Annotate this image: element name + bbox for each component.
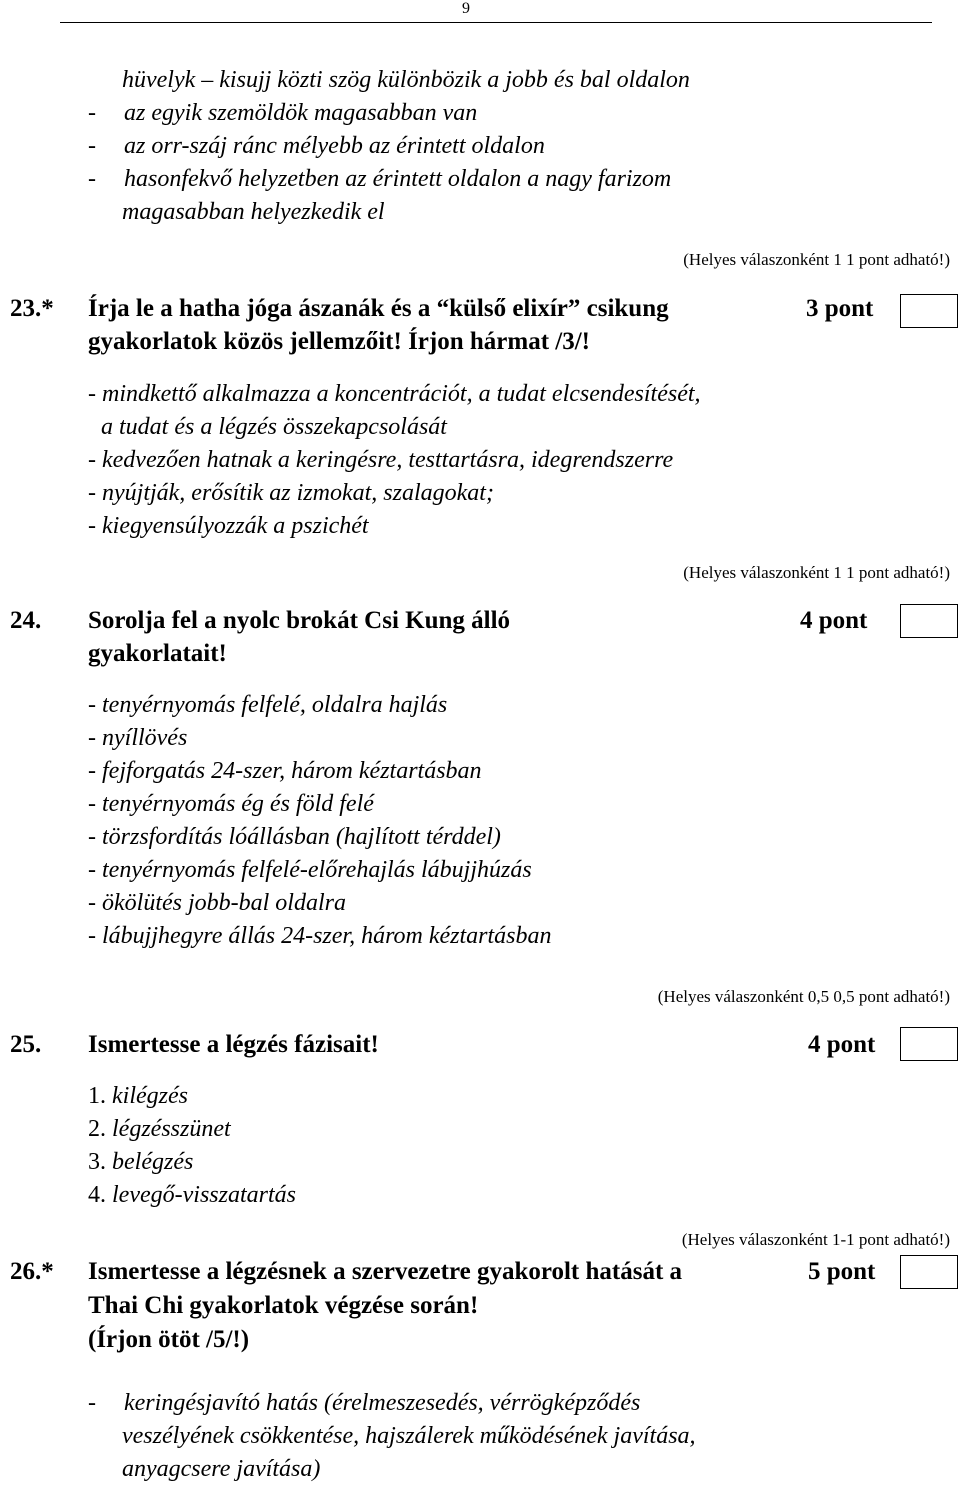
answer-line: - keringésjavító hatás (érelmeszesedés, vérrögképződés xyxy=(88,1390,641,1416)
score-note: (Helyes válaszonként 0,5 0,5 pont adható!) xyxy=(657,987,950,1006)
answer-line: 3. belégzés xyxy=(88,1149,194,1175)
answer-line: - kedvezően hatnak a keringésre, testtartásra, idegrendszerre xyxy=(88,447,674,473)
score-box[interactable] xyxy=(900,604,958,638)
score-note: (Helyes válaszonként 1-1 pont adható!) xyxy=(681,1230,950,1249)
score-note: (Helyes válaszonként 1 1 pont adható!) xyxy=(683,250,950,269)
question-text: Írja le a hatha jóga ászanák és a “külső elixír” csikung xyxy=(88,295,669,322)
question-text: Ismertesse a légzés fázisait! xyxy=(88,1031,379,1058)
question-number: 24. xyxy=(10,607,42,634)
points-label: 5 pont xyxy=(808,1258,876,1285)
answer-line: - lábujjhegyre állás 24-szer, három kéztartásban xyxy=(88,923,552,949)
answer-line: - nyújtják, erősítik az izmokat, szalagokat; xyxy=(88,480,494,506)
question-text: (Írjon ötöt /5/!) xyxy=(88,1326,250,1353)
question-text: gyakorlatait! xyxy=(88,640,227,667)
answer-line: anyagcsere javítása) xyxy=(122,1456,321,1482)
answer-line: - az egyik szemöldök magasabban van xyxy=(88,100,478,126)
answer-line: veszélyének csökkentése, hajszálerek működésének javítása, xyxy=(122,1423,696,1449)
answer-line: - tenyérnyomás felfelé-előrehajlás lábujjhúzás xyxy=(88,857,532,883)
answer-line: - fejforgatás 24-szer, három kéztartásban xyxy=(88,758,482,784)
question-number: 26.* xyxy=(10,1258,54,1285)
points-label: 4 pont xyxy=(800,607,868,634)
answer-line: - ökölütés jobb-bal oldalra xyxy=(88,890,346,916)
answer-line: magasabban helyezkedik el xyxy=(122,199,385,225)
answer-line: - mindkettő alkalmazza a koncentrációt, a tudat elcsendesítését, xyxy=(88,381,701,407)
question-number: 25. xyxy=(10,1031,42,1058)
answer-line: 1. kilégzés xyxy=(88,1083,188,1109)
question-number: 23.* xyxy=(10,295,54,322)
answer-line: - kiegyensúlyozzák a pszichét xyxy=(88,513,369,539)
answer-line: - nyíllövés xyxy=(88,725,188,751)
header-rule xyxy=(60,22,932,23)
answer-line: - tenyérnyomás felfelé, oldalra hajlás xyxy=(88,692,448,718)
question-text: Sorolja fel a nyolc brokát Csi Kung álló xyxy=(88,607,511,634)
points-label: 3 pont xyxy=(806,295,874,322)
question-text: gyakorlatok közös jellemzőit! Írjon hármat /3/! xyxy=(88,328,591,355)
answer-line: 4. levegő-visszatartás xyxy=(88,1182,296,1208)
question-text: Ismertesse a légzésnek a szervezetre gyakorolt hatását a xyxy=(88,1258,683,1285)
answer-line: - tenyérnyomás ég és föld felé xyxy=(88,791,374,817)
answer-line: hüvelyk – kisujj közti szög különbözik a jobb és bal oldalon xyxy=(122,67,690,93)
points-label: 4 pont xyxy=(808,1031,876,1058)
answer-line: - törzsfordítás lóállásban (hajlított térddel) xyxy=(88,824,501,850)
page-number: 9 xyxy=(462,0,470,17)
score-box[interactable] xyxy=(900,294,958,328)
answer-line: - hasonfekvő helyzetben az érintett oldalon a nagy farizom xyxy=(88,166,672,192)
question-text: Thai Chi gyakorlatok végzése során! xyxy=(88,1292,479,1319)
score-box[interactable] xyxy=(900,1255,958,1289)
score-note: (Helyes válaszonként 1 1 pont adható!) xyxy=(683,563,950,582)
answer-line: a tudat és a légzés összekapcsolását xyxy=(101,414,447,440)
answer-line: 2. légzésszünet xyxy=(88,1116,231,1142)
answer-line: - az orr-száj ránc mélyebb az érintett oldalon xyxy=(88,133,545,159)
score-box[interactable] xyxy=(900,1027,958,1061)
